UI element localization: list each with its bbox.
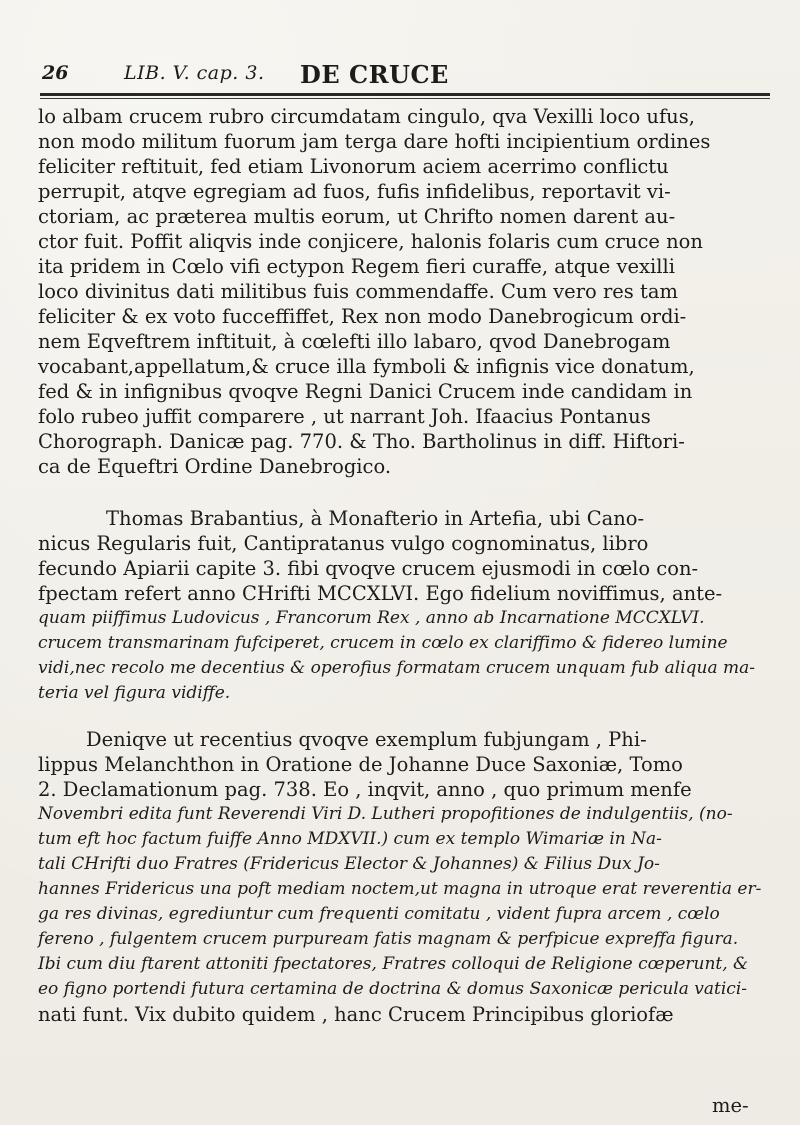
- quotation-line: Novembri edita funt Reverendi Viri D. Lutheri propofitiones de indulgentiis, (no-: [38, 804, 733, 824]
- running-head-book-chapter: LIB. V. cap. 3.: [124, 62, 265, 84]
- paragraph-1: [38, 104, 778, 479]
- quotation-line: vidi,nec recolo me decentius & operofius formatam crucem unquam fub aliqua ma-: [38, 658, 756, 678]
- paragraph-2: [38, 506, 778, 706]
- text-line: fecundo Apiarii capite 3. fibi qvoqve crucem ejusmodi in cœlo con-: [38, 557, 699, 580]
- text-line: nati funt. Vix dubito quidem , hanc Crucem Principibus gloriofæ: [38, 1003, 674, 1026]
- text-line: lo albam crucem rubro circumdatam cingulo, qva Vexilli loco ufus,: [38, 105, 695, 128]
- quotation-line: ga res divinas, egrediuntur cum frequenti comitatu , vident fupra arcem , cœlo: [38, 904, 720, 924]
- quotation-line: hannes Fridericus una poft mediam noctem,ut magna in utroque erat reverentia er-: [38, 879, 762, 899]
- text-line: vocabant,appellatum,& cruce illa fymboli & infignis vice donatum,: [38, 355, 695, 378]
- text-line: 2. Declamationum pag. 738. Eo , inqvit, anno , quo primum menfe: [38, 778, 692, 801]
- text-line: ctor fuit. Poffit aliqvis inde conjicere, halonis folaris cum cruce non: [38, 230, 703, 253]
- text-line: Chorograph. Danicæ pag. 770. & Tho. Bartholinus in diff. Hiftori-: [38, 430, 685, 453]
- header-rule: [40, 93, 770, 96]
- text-line: feliciter & ex voto fucceffiffet, Rex non modo Danebrogicum ordi-: [38, 305, 687, 328]
- text-line: ca de Equeftri Ordine Danebrogico.: [38, 455, 392, 478]
- text-line: Deniqve ut recentius qvoqve exemplum fubjungam , Phi-: [86, 728, 647, 751]
- paragraph-3: [38, 727, 778, 1027]
- quotation-line: Ibi cum diu ftarent attoniti fpectatores, Fratres colloqui de Religione cœperunt, &: [38, 954, 749, 974]
- text-line: fed & in infignibus qvoqve Regni Danici Crucem inde candidam in: [38, 380, 693, 403]
- quotation-line: tum eft hoc factum fuiffe Anno MDXVII.) cum ex templo Wimariæ in Na-: [38, 829, 662, 849]
- text-line: nem Eqveftrem inftituit, à cœlefti illo labaro, qvod Danebrogam: [38, 330, 671, 353]
- text-line: lippus Melanchthon in Oratione de Johanne Duce Saxoniæ, Tomo: [38, 753, 683, 776]
- header-rule-thin: [40, 98, 770, 99]
- text-line: perrupit, atqve egregiam ad fuos, fufis infidelibus, reportavit vi-: [38, 180, 671, 203]
- text-line: feliciter reftituit, fed etiam Livonorum aciem acerrimo conflictu: [38, 155, 669, 178]
- quotation-line: quam piiffimus Ludovicus , Francorum Rex , anno ab Incarnatione MCCXLVI.: [38, 608, 705, 628]
- catchword: me-: [712, 1094, 749, 1117]
- page-header: [40, 62, 765, 92]
- text-line: nicus Regularis fuit, Cantipratanus vulgo cognominatus, libro: [38, 532, 649, 555]
- running-head-title: DE CRUCE: [300, 60, 449, 89]
- text-line: fpectam refert anno CHrifti MCCXLVI. Ego fidelium noviffimus, ante-: [38, 582, 723, 605]
- text-line: Thomas Brabantius, à Monafterio in Artefia, ubi Cano-: [106, 507, 645, 530]
- text-line: folo rubeo juffit comparere , ut narrant Joh. Ifaacius Pontanus: [38, 405, 651, 428]
- page-number: 26: [42, 62, 69, 84]
- text-line: loco divinitus dati militibus fuis commendaffe. Cum vero res tam: [38, 280, 678, 303]
- body-text: [38, 104, 778, 1027]
- quotation-line: crucem transmarinam fufciperet, crucem in cœlo ex clariffimo & fidereo lumine: [38, 633, 728, 653]
- quotation-line: tali CHrifti duo Fratres (Fridericus Elector & Johannes) & Filius Dux Jo-: [38, 854, 660, 874]
- quotation-line: teria vel figura vidiffe.: [38, 683, 231, 703]
- quotation-line: fereno , fulgentem crucem purpuream fatis magnam & perfpicue expreffa figura.: [38, 929, 739, 949]
- text-line: ita pridem in Cœlo vifi ectypon Regem fieri curaffe, atque vexilli: [38, 255, 675, 278]
- text-line: ctoriam, ac præterea multis eorum, ut Chrifto nomen darent au-: [38, 205, 676, 228]
- text-line: non modo militum fuorum jam terga dare hofti incipientium ordines: [38, 130, 711, 153]
- quotation-line: eo figno portendi futura certamina de doctrina & domus Saxonicæ pericula vatici-: [38, 979, 747, 999]
